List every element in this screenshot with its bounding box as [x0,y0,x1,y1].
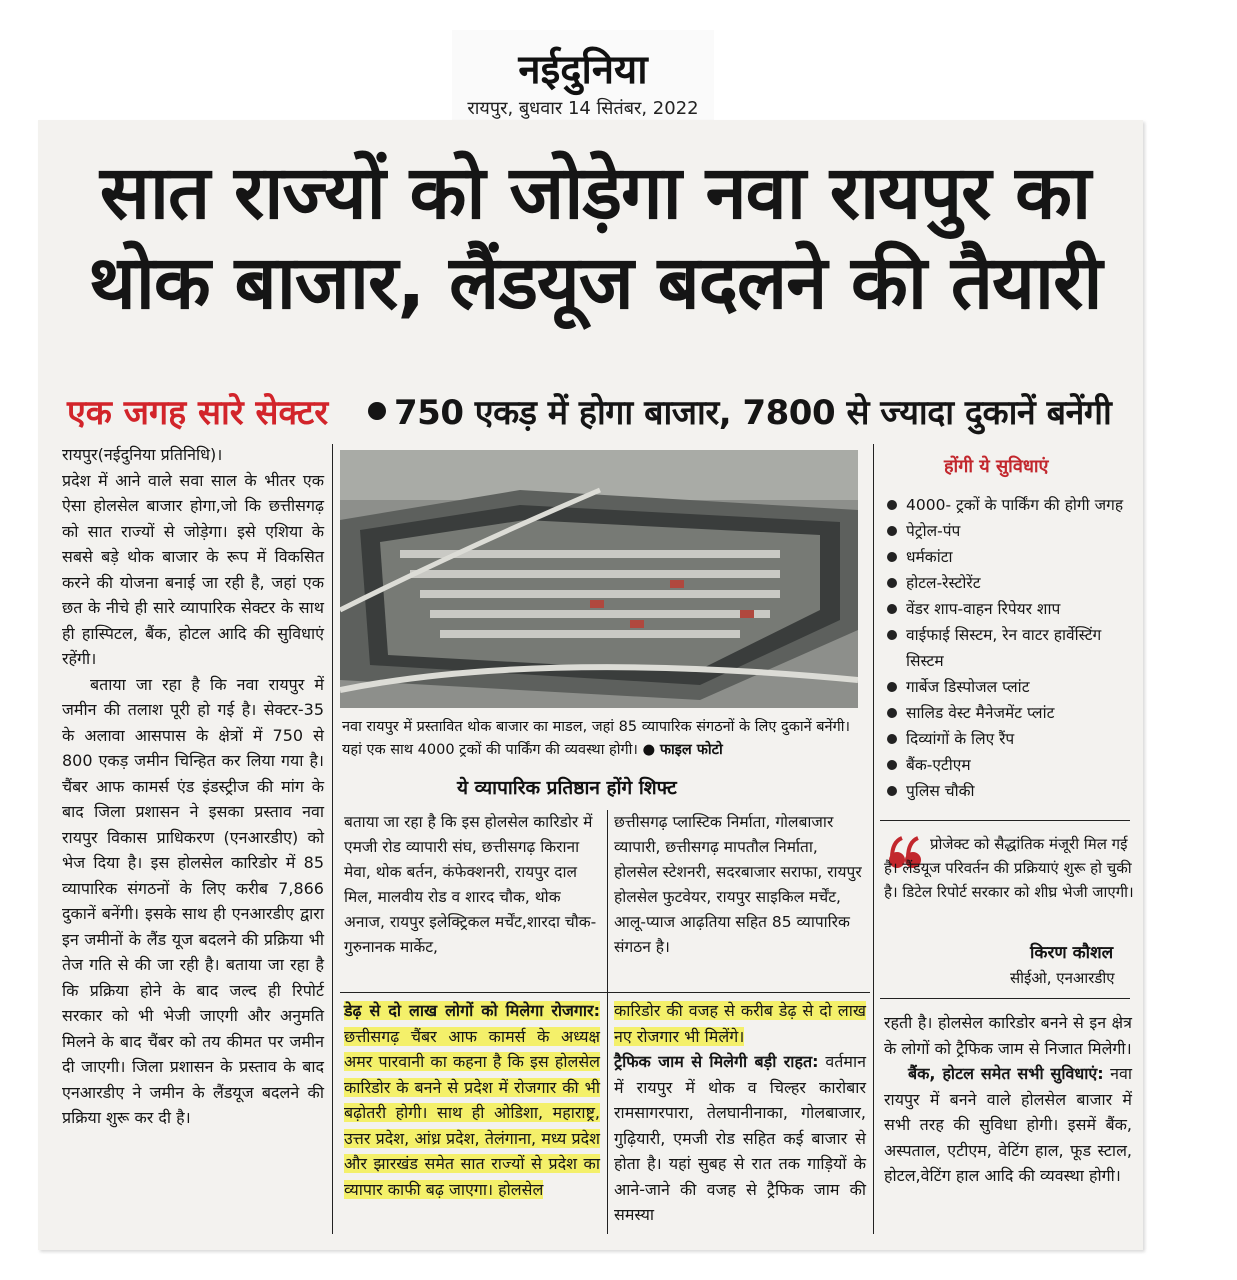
jobs-column [344,998,600,1202]
newspaper-name: नईदुनिया [518,47,648,93]
bullet-icon [887,682,897,692]
bullet-icon [368,402,386,420]
traffic-text: वर्तमान में रायपुर में थोक व चिल्हर कारोबार रामसागरपारा, तेलघानीनाका, गोलबाजार, गुढ़ियारी, एमजी रोड सहित कई बाजार से होता है। यहां सुबह से रात तक गाड़ियों के आने-जाने की वजह से ट्रैफिक जाम की समस्या [614,1052,866,1224]
facilities-paragraph [884,1061,1132,1189]
jobs-continued-text: कारिडोर की वजह से करीब डेढ़ से दो लाख नए रोजगार भी मिलेंगे। [614,1001,866,1046]
amenity-item: सालिड वेस्ट मैनेजमेंट प्लांट [884,700,1134,726]
traffic-heading: ट्रैफिक जाम से मिलेगी बड़ी राहत: [614,1052,819,1071]
bullet-icon [887,578,897,588]
bullet-icon [887,604,897,614]
shift-text-b: छत्तीसगढ़ प्लास्टिक निर्माता, गोलबाजार व्यापारी, छत्तीसगढ़ मापतौल निर्माता, होलसेल स्टेशनरी, सदरबाजार सराफा, रायपुर होलसेल फुटवेयर, रायपुर साइकिल मर्चेंट, आलू-प्याज आढ़तिया सहित 85 व्यापारिक संगठन है। [614,813,862,956]
bullet-icon: ● [642,742,656,758]
column-divider [873,444,874,1234]
bullet-icon [887,552,897,562]
article-dateline: रायपुर(नईदुनिया प्रतिनिधि)। [62,445,223,464]
photo-credit: फाइल फोटो [659,742,723,758]
amenity-item: पेट्रोल-पंप [884,518,1134,544]
jobs-heading: डेढ़ से दो लाख लोगों को मिलेगा रोजगार: [344,1001,600,1020]
amenity-item: 4000- ट्रकों के पार्किंग की होगी जगह [884,492,1134,518]
column-divider [332,444,333,1234]
bullet-icon [887,760,897,770]
amenity-item: बैंक-एटीएम [884,752,1134,778]
right-lower-column [884,1010,1132,1189]
amenities-list [884,492,1134,804]
subheadline: 750 एकड़ में होगा बाजार, 7800 से ज्यादा दुकानें बनेंगी [394,393,1112,433]
section-divider [880,820,1130,821]
amenity-item: धर्मकांटा [884,544,1134,570]
jobs-continued [614,998,866,1049]
traffic-continued: रहती है। होलसेल कारिडोर बनने से इन क्षेत्र के लोगों को ट्रैफिक जाम से निजात मिलेगी। [884,1013,1132,1058]
quote-author-name: किरण कौशल [1030,943,1114,963]
bullet-icon [887,734,897,744]
section-divider [340,992,870,993]
traffic-paragraph [614,1049,866,1228]
facilities-text: नवा रायपुर में बनने वाले होलसेल बाजार में सभी तरह की सुविधा होगी। इसमें बैंक, अस्पताल, एटीएम, वेटिंग हाल, फूड स्टाल, होटल,वेटिंग हाल आदि की व्यवस्था होगी। [884,1064,1132,1185]
shift-column-a [344,810,600,960]
market-model-photo [340,450,858,708]
shift-text-a: बताया जा रहा है कि इस होलसेल कारिडोर में एमजी रोड व्यापारी संघ, छत्तीसगढ़ किराना मेवा, थोक बर्तन, कंफेक्शनरी, रायपुर दाल मिल, मालवीय रोड व शारद चौक, थोक अनाज, रायपुर इलेक्ट्रिकल मर्चेंट,शारदा चौक-गुरुनानक मार्केट, [344,813,597,956]
headline-line-2: थोक बाजार, लैंडयूज बदलने की तैयारी [88,240,1102,326]
column-divider [607,810,608,1234]
headline [55,148,1135,328]
article-paragraph: प्रदेश में आने वाले सवा साल के भीतर एक ऐसा होलसेल बाजार होगा,जो कि छत्तीसगढ़ को सात राज्यों से जोड़ेगा। इसे एशिया के सबसे बड़े थोक बाजार के रूप में विकसित करने की योजना बनाई जा रही है, जहां एक छत के नीचे ही सारे व्यापारिक सेक्टर के साथ ही हास्पिटल, बैंक, होटल आदि की सुविधाएं रहेंगी। [62,470,324,668]
aerial-market-illustration [340,450,858,708]
photo-caption [342,716,862,762]
masthead [452,30,714,132]
amenities-title: होंगी ये सुविधाएं [944,456,1049,477]
bullet-icon [887,786,897,796]
quote-author-role: सीईओ, एनआरडीए [1010,969,1115,987]
amenity-item: पुलिस चौकी [884,778,1134,804]
amenity-item: गार्बेज डिस्पोजल प्लांट [884,674,1134,700]
section-divider [880,998,1130,999]
article-paragraph: बताया जा रहा है कि नवा रायपुर में जमीन की तलाश पूरी हो गई है। सेक्टर-35 के अलावा आसपास के क्षेत्रों में 750 से 800 एकड़ जमीन चिन्हित कर लिया गया है। चैंबर आफ कामर्स एंड इंडस्ट्रीज की मांग के बाद जिला प्रशासन ने इसका प्रस्ताव नवा रायपुर विकास प्राधिकरण (एनआरडीए) को भेज दिया है। इस होलसेल कारिडोर में 85 व्यापारिक संगठनों के लिए करीब 7,866 दुकानें बनेंगी। इसके साथ ही एनआरडीए द्वारा इन जमीनों के लैंड यूज बदलने की प्रक्रिया भी तेज गति से की जा रही है। बताया जा रहा है कि प्रक्रिया होने के बाद जल्द ही रिपोर्ट सरकार को भी भेजी जाएगी और अनुमति मिलने के बाद चैंबर को तय कीमत पर जमीन दी जाएगी। जिला प्रशासन के प्रस्ताव के बाद एनआरडीए ने जमीन के लैंडयूज बदलने की प्रक्रिया शुरू कर दी है। [62,674,324,1127]
amenity-item: दिव्यांगों के लिए रैंप [884,726,1134,752]
bullet-icon [887,526,897,536]
bullet-icon [887,500,897,510]
jobs-text: छत्तीसगढ़ चैंबर आफ कामर्स के अध्यक्ष अमर पारवानी का कहना है कि इस होलसेल कारिडोर के बनने से प्रदेश में रोजगार की भी बढ़ोतरी होगी। साथ ही ओडिशा, महाराष्ट्र, उत्तर प्रदेश, आंध्र प्रदेश, तेलंगाना, मध्य प्रदेश और झारखंड समेत सात राज्यों से प्रदेश का व्यापार काफी बढ़ जाएगा। होलसेल [344,1026,600,1199]
quote-text: प्रोजेक्ट को सैद्धांतिक मंजूरी मिल गई है। लैंडयूज परिवर्तन की प्रक्रियाएं शुरू हो चुकी है। डिटेल रिपोर्ट सरकार को शीघ्र भेजी जाएगी। [884,835,1134,901]
amenity-item: होटल-रेस्टोरेंट [884,570,1134,596]
bullet-icon [887,708,897,718]
amenity-item: वाईफाई सिस्टम, रेन वाटर हार्वेस्टिंग सिस्टम [884,622,1134,674]
article-column-1 [62,442,324,1131]
facilities-heading: बैंक, होटल समेत सभी सुविधाएं: [908,1064,1104,1083]
shift-section-title: ये व्यापारिक प्रतिष्ठान होंगे शिफ्ट [457,777,677,799]
dateline: रायपुर, बुधवार 14 सितंबर, 2022 [467,98,699,119]
amenity-item: वेंडर शाप-वाहन रिपेयर शाप [884,596,1134,622]
caption-text: नवा रायपुर में प्रस्तावित थोक बाजार का माडल, जहां 85 व्यापारिक संगठनों के लिए दुकानें बनेंगी। यहां एक साथ 4000 ट्रकों की पार्किंग की व्यवस्था होगी। [342,719,850,758]
shift-column-b [614,810,866,960]
jobs-paragraph [344,998,600,1202]
headline-line-1: सात राज्यों को जोड़ेगा नवा रायपुर का [99,150,1091,236]
traffic-column [614,998,866,1228]
bullet-icon [887,630,897,640]
kicker: एक जगह सारे सेक्टर [67,393,329,433]
